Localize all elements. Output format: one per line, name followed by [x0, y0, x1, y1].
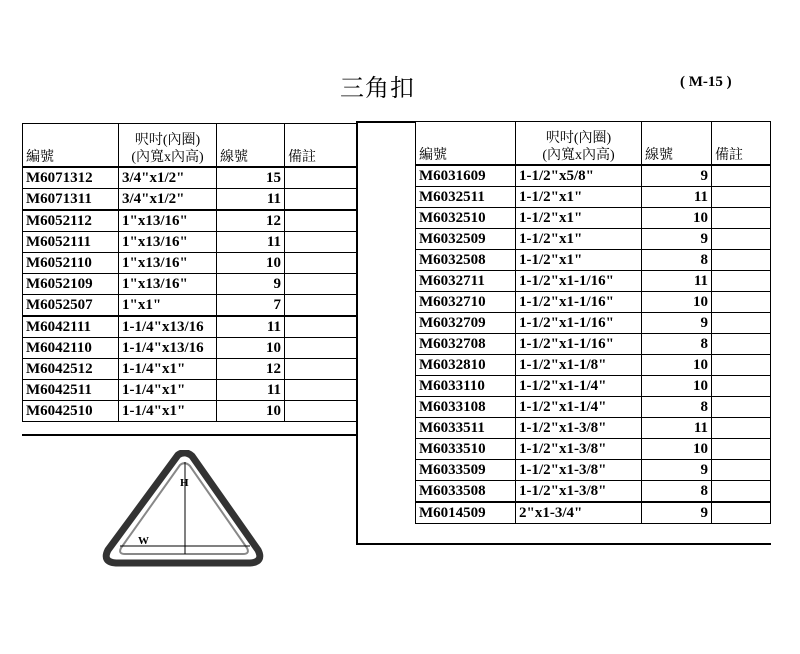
- table-row: [23, 232, 357, 253]
- part-no-cell: M6032711: [416, 271, 516, 292]
- table-row: [416, 376, 771, 397]
- remarks-cell: [285, 210, 357, 232]
- remarks-cell: [712, 313, 771, 334]
- remarks-cell: [285, 359, 357, 380]
- gauge-cell: 11: [642, 271, 712, 292]
- header-remarks: 備註: [285, 124, 357, 168]
- size-cell: 1-1/2"x1": [516, 208, 642, 229]
- size-cell: 1"x13/16": [119, 210, 217, 232]
- remarks-cell: [712, 502, 771, 524]
- remarks-cell: [712, 460, 771, 481]
- gauge-cell: 9: [642, 460, 712, 481]
- table-row: [23, 295, 357, 317]
- size-cell: 1-1/4"x13/16: [119, 338, 217, 359]
- table-row: [23, 380, 357, 401]
- gauge-cell: 10: [642, 376, 712, 397]
- part-no-cell: M6032708: [416, 334, 516, 355]
- size-cell: 1-1/2"x1-1/16": [516, 313, 642, 334]
- gauge-cell: 8: [642, 334, 712, 355]
- remarks-cell: [285, 253, 357, 274]
- table-row: [23, 338, 357, 359]
- header-size: [119, 124, 217, 168]
- size-cell: 1-1/2"x1-3/8": [516, 481, 642, 503]
- gauge-cell: 10: [642, 208, 712, 229]
- header-part-no: 編號: [23, 124, 119, 168]
- table-row: [416, 229, 771, 250]
- part-no-cell: M6032709: [416, 313, 516, 334]
- size-cell: 1-1/2"x1-3/8": [516, 418, 642, 439]
- remarks-cell: [712, 271, 771, 292]
- gauge-cell: 8: [642, 397, 712, 418]
- remarks-cell: [285, 274, 357, 295]
- part-no-cell: M6042510: [23, 401, 119, 422]
- remarks-cell: [712, 208, 771, 229]
- remarks-cell: [712, 418, 771, 439]
- header-size-line2: (內寬x內高): [542, 148, 615, 163]
- part-no-cell: M6033108: [416, 397, 516, 418]
- header-part-no: 編號: [416, 122, 516, 166]
- part-no-cell: M6052111: [23, 232, 119, 253]
- gauge-cell: 9: [642, 165, 712, 187]
- table-row: [416, 460, 771, 481]
- size-cell: 1-1/2"x1": [516, 229, 642, 250]
- table-row: [23, 210, 357, 232]
- size-cell: 1-1/2"x1-1/16": [516, 271, 642, 292]
- gauge-cell: 10: [642, 355, 712, 376]
- table-row: [416, 397, 771, 418]
- size-cell: 1-1/2"x5/8": [516, 165, 642, 187]
- gauge-cell: 11: [217, 380, 285, 401]
- table-row: [416, 271, 771, 292]
- remarks-cell: [712, 376, 771, 397]
- part-no-cell: M6032810: [416, 355, 516, 376]
- header-size: [516, 122, 642, 166]
- header-gauge: 線號: [642, 122, 712, 166]
- remarks-cell: [712, 292, 771, 313]
- part-no-cell: M6033510: [416, 439, 516, 460]
- part-no-cell: M6052112: [23, 210, 119, 232]
- height-label: H: [180, 477, 189, 489]
- size-cell: 1-1/4"x1": [119, 380, 217, 401]
- table-row: [23, 316, 357, 338]
- part-no-cell: M6033508: [416, 481, 516, 503]
- gauge-cell: 10: [217, 338, 285, 359]
- size-cell: 1-1/4"x13/16: [119, 316, 217, 338]
- gauge-cell: 11: [217, 316, 285, 338]
- part-no-cell: M6042110: [23, 338, 119, 359]
- size-cell: 1-1/2"x1-1/16": [516, 292, 642, 313]
- table-row: [416, 334, 771, 355]
- gauge-cell: 8: [642, 481, 712, 503]
- part-no-cell: M6032509: [416, 229, 516, 250]
- part-no-cell: M6032508: [416, 250, 516, 271]
- size-cell: 1-1/2"x1-3/8": [516, 460, 642, 481]
- part-no-cell: M6014509: [416, 502, 516, 524]
- gauge-cell: 9: [217, 274, 285, 295]
- part-no-cell: M6052507: [23, 295, 119, 317]
- table-row: [416, 208, 771, 229]
- header-size-line1: 呎吋(內圈): [134, 133, 201, 148]
- table-row: [416, 187, 771, 208]
- header-size-line1: 呎吋(內圈): [545, 131, 612, 146]
- remarks-cell: [285, 232, 357, 253]
- table-row: [416, 439, 771, 460]
- size-cell: 1"x13/16": [119, 253, 217, 274]
- size-cell: 2"x1-3/4": [516, 502, 642, 524]
- size-cell: 1-1/2"x1-1/4": [516, 397, 642, 418]
- left-spec-table: [22, 123, 357, 422]
- gauge-cell: 11: [642, 418, 712, 439]
- size-cell: 1-1/2"x1-1/8": [516, 355, 642, 376]
- table-row: [23, 253, 357, 274]
- page-title: 三角扣: [340, 76, 415, 102]
- table-header-row: [23, 124, 357, 168]
- remarks-cell: [285, 295, 357, 317]
- gauge-cell: 10: [217, 401, 285, 422]
- remarks-cell: [285, 380, 357, 401]
- size-cell: 1-1/4"x1": [119, 401, 217, 422]
- size-cell: 1-1/2"x1-1/16": [516, 334, 642, 355]
- part-no-cell: M6071312: [23, 167, 119, 189]
- width-label: W: [138, 535, 149, 547]
- gauge-cell: 10: [642, 292, 712, 313]
- part-no-cell: M6052109: [23, 274, 119, 295]
- table-row: [416, 481, 771, 503]
- table-row: [23, 189, 357, 211]
- gauge-cell: 12: [217, 210, 285, 232]
- size-cell: 3/4"x1/2": [119, 189, 217, 211]
- table-row: [23, 274, 357, 295]
- remarks-cell: [712, 165, 771, 187]
- part-no-cell: M6033511: [416, 418, 516, 439]
- remarks-cell: [712, 187, 771, 208]
- table-row: [416, 250, 771, 271]
- size-cell: 1-1/2"x1-3/8": [516, 439, 642, 460]
- size-cell: 1"x13/16": [119, 274, 217, 295]
- table-row: [23, 167, 357, 189]
- table-row: [416, 355, 771, 376]
- frame-divider: [22, 434, 358, 436]
- part-no-cell: M6033110: [416, 376, 516, 397]
- part-no-cell: M6032510: [416, 208, 516, 229]
- part-no-cell: M6032511: [416, 187, 516, 208]
- table-row: [416, 418, 771, 439]
- gauge-cell: 12: [217, 359, 285, 380]
- gauge-cell: 10: [642, 439, 712, 460]
- part-no-cell: M6052110: [23, 253, 119, 274]
- size-cell: 1"x13/16": [119, 232, 217, 253]
- part-no-cell: M6042512: [23, 359, 119, 380]
- size-cell: 1"x1": [119, 295, 217, 317]
- table-row: [416, 313, 771, 334]
- table-row: [23, 401, 357, 422]
- gauge-cell: 9: [642, 229, 712, 250]
- gauge-cell: 7: [217, 295, 285, 317]
- remarks-cell: [712, 481, 771, 503]
- table-header-row: [416, 122, 771, 166]
- gauge-cell: 11: [217, 232, 285, 253]
- header-remarks: 備註: [712, 122, 771, 166]
- frame-divider: [356, 543, 771, 545]
- part-no-cell: M6042111: [23, 316, 119, 338]
- table-row: [416, 292, 771, 313]
- part-no-cell: M6032710: [416, 292, 516, 313]
- part-no-cell: M6042511: [23, 380, 119, 401]
- gauge-cell: 11: [217, 189, 285, 211]
- header-size-line2: (內寬x內高): [131, 150, 204, 165]
- table-row: [416, 502, 771, 524]
- header-gauge: 線號: [217, 124, 285, 168]
- size-cell: 1-1/2"x1": [516, 250, 642, 271]
- model-code: ( M-15 ): [680, 74, 732, 90]
- size-cell: 1-1/2"x1-1/4": [516, 376, 642, 397]
- gauge-cell: 9: [642, 502, 712, 524]
- part-no-cell: M6031609: [416, 165, 516, 187]
- remarks-cell: [285, 316, 357, 338]
- gauge-cell: 8: [642, 250, 712, 271]
- remarks-cell: [285, 338, 357, 359]
- remarks-cell: [712, 229, 771, 250]
- table-row: [416, 165, 771, 187]
- frame-divider: [356, 121, 358, 545]
- remarks-cell: [712, 397, 771, 418]
- remarks-cell: [712, 250, 771, 271]
- gauge-cell: 11: [642, 187, 712, 208]
- size-cell: 1-1/4"x1": [119, 359, 217, 380]
- remarks-cell: [712, 439, 771, 460]
- right-spec-table: [415, 121, 771, 524]
- remarks-cell: [712, 355, 771, 376]
- remarks-cell: [285, 167, 357, 189]
- gauge-cell: 10: [217, 253, 285, 274]
- frame-divider: [356, 121, 416, 123]
- size-cell: 3/4"x1/2": [119, 167, 217, 189]
- table-row: [23, 359, 357, 380]
- triangle-ring-diagram: [100, 450, 270, 575]
- remarks-cell: [285, 189, 357, 211]
- remarks-cell: [712, 334, 771, 355]
- gauge-cell: 9: [642, 313, 712, 334]
- gauge-cell: 15: [217, 167, 285, 189]
- part-no-cell: M6033509: [416, 460, 516, 481]
- size-cell: 1-1/2"x1": [516, 187, 642, 208]
- part-no-cell: M6071311: [23, 189, 119, 211]
- remarks-cell: [285, 401, 357, 422]
